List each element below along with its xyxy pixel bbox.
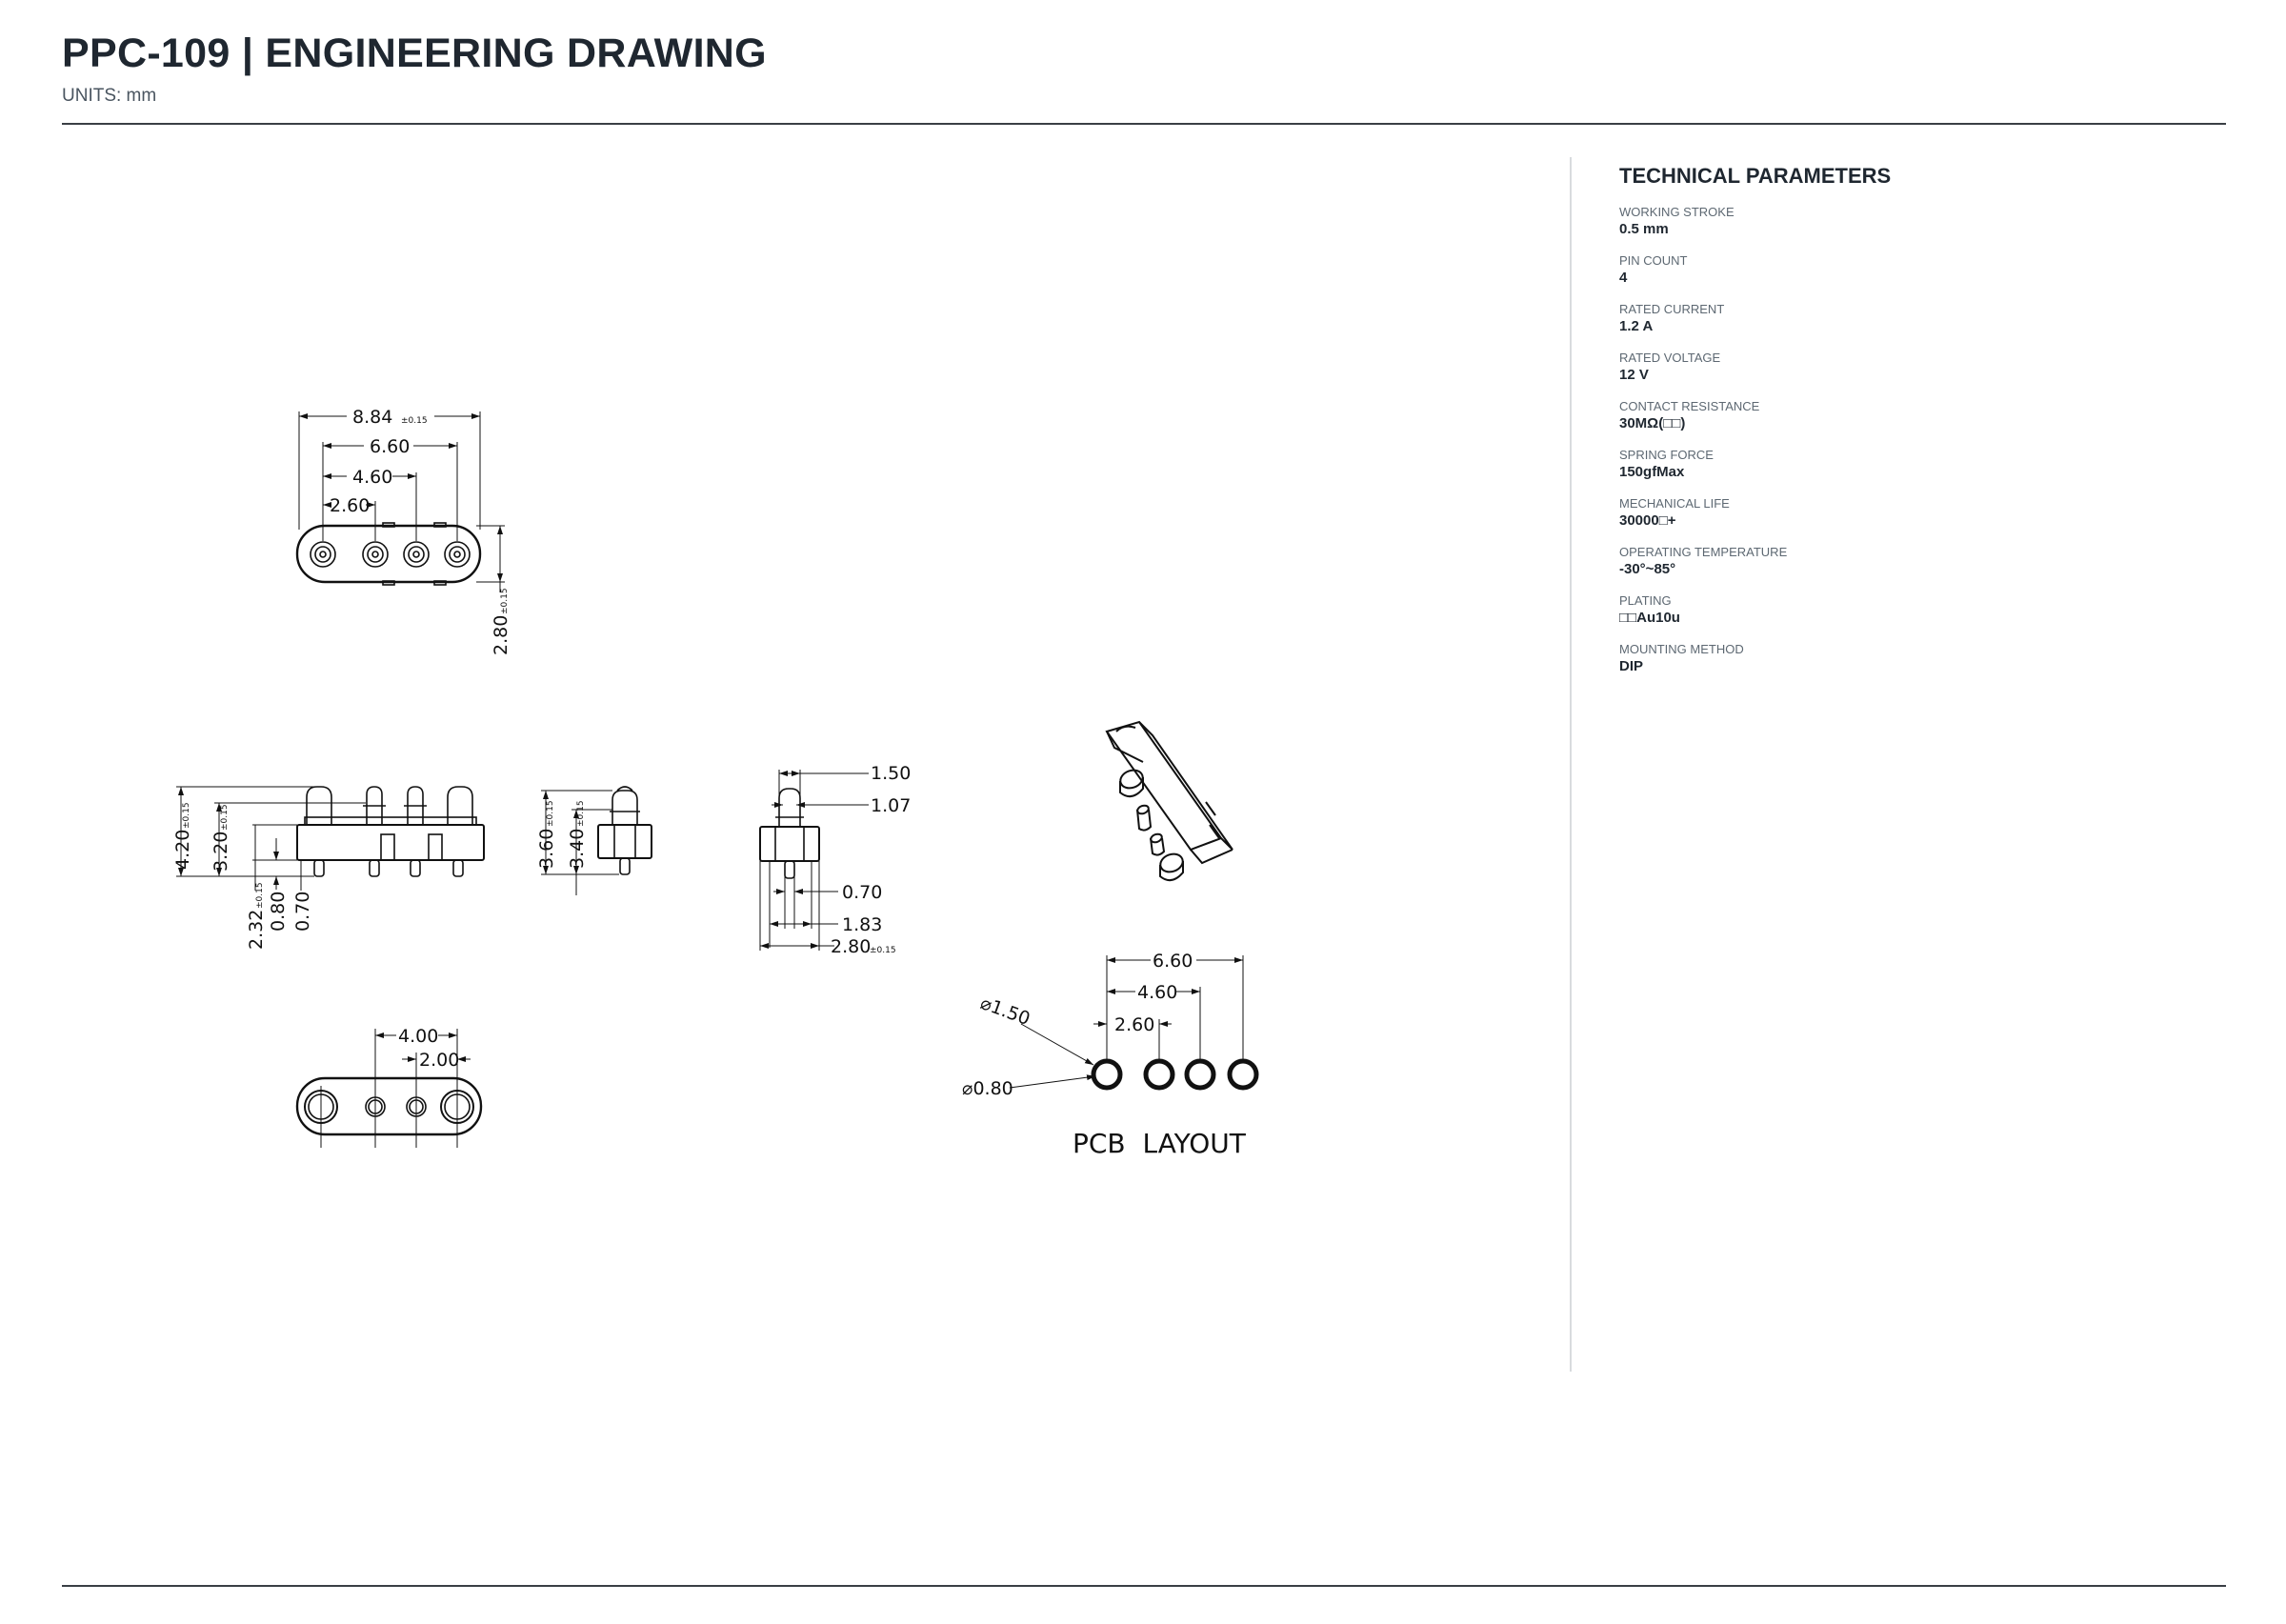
param-label: RATED CURRENT xyxy=(1619,302,1725,316)
panel-divider xyxy=(1570,157,1572,1372)
dim-pcb-660: 6.60 xyxy=(1153,951,1193,972)
tol-front-232: ±0.15 xyxy=(255,882,265,909)
param-label: RATED VOLTAGE xyxy=(1619,351,1721,365)
param-mounting-method xyxy=(1619,641,2191,675)
dim-top-660: 6.60 xyxy=(370,436,411,457)
tol-top-280: ±0.15 xyxy=(500,588,510,614)
dim-side-340: 3.40 xyxy=(567,828,588,869)
param-contact-resistance xyxy=(1619,398,2191,432)
param-spring-force xyxy=(1619,447,2191,481)
isometric-view xyxy=(1107,722,1233,880)
param-value: 1.2 A xyxy=(1619,318,1654,334)
dim-pcb-dia-inner: ⌀0.80 xyxy=(962,1078,1013,1099)
pcb-layout-label: PCB LAYOUT xyxy=(1073,1128,1246,1159)
tol-front-420: ±0.15 xyxy=(182,802,191,829)
dim-end-150: 1.50 xyxy=(871,763,912,784)
param-mechanical-life xyxy=(1619,495,2191,530)
dim-bottom-400: 4.00 xyxy=(398,1026,439,1047)
param-label: PIN COUNT xyxy=(1619,253,1688,268)
technical-parameters-panel xyxy=(1619,164,2191,690)
param-label: WORKING STROKE xyxy=(1619,205,1735,219)
param-value: 30000□+ xyxy=(1619,512,1676,529)
side-view xyxy=(541,787,652,895)
tol-side-340: ±0.15 xyxy=(576,800,586,827)
bottom-view xyxy=(297,1029,481,1148)
params-list xyxy=(1619,204,2191,675)
param-value: 4 xyxy=(1619,270,1628,286)
param-value: -30°~85° xyxy=(1619,561,1676,577)
dimension-labels xyxy=(172,407,1247,1159)
param-value: 30MΩ(□□) xyxy=(1619,415,1686,431)
dim-end-280: 2.80 xyxy=(831,936,872,957)
param-value: □□Au10u xyxy=(1619,610,1680,626)
dim-pcb-460: 4.60 xyxy=(1137,982,1178,1003)
param-label: OPERATING TEMPERATURE xyxy=(1619,545,1788,559)
param-value: DIP xyxy=(1619,658,1644,674)
param-label: MOUNTING METHOD xyxy=(1619,642,1744,656)
dim-pcb-dia-outer: ⌀1.50 xyxy=(977,992,1033,1031)
param-working-stroke xyxy=(1619,204,2191,238)
dim-front-320: 3.20 xyxy=(211,831,231,872)
param-label: SPRING FORCE xyxy=(1619,448,1714,462)
params-heading: TECHNICAL PARAMETERS xyxy=(1619,164,1892,188)
tol-top-884: ±0.15 xyxy=(401,416,428,426)
tol-front-320: ±0.15 xyxy=(220,804,230,831)
dim-front-232: 2.32 xyxy=(246,909,267,950)
dim-front-080: 0.80 xyxy=(268,891,289,932)
page-title: PPC-109 | ENGINEERING DRAWING xyxy=(62,30,767,76)
dim-bottom-200: 2.00 xyxy=(419,1050,460,1071)
param-label: MECHANICAL LIFE xyxy=(1619,496,1730,511)
param-value: 12 V xyxy=(1619,367,1649,383)
dim-top-260: 2.60 xyxy=(330,495,371,516)
dim-end-070: 0.70 xyxy=(842,882,883,903)
param-value: 150gfMax xyxy=(1619,464,1685,480)
param-value: 0.5 mm xyxy=(1619,221,1669,237)
dim-side-360: 3.60 xyxy=(536,828,557,869)
dim-front-420: 4.20 xyxy=(172,829,193,870)
dim-front-070: 0.70 xyxy=(292,891,313,932)
tol-side-360: ±0.15 xyxy=(546,800,555,827)
param-pin-count xyxy=(1619,252,2191,287)
dim-pcb-260: 2.60 xyxy=(1114,1014,1155,1035)
dim-end-107: 1.07 xyxy=(871,795,912,816)
param-label: PLATING xyxy=(1619,593,1672,608)
dim-top-280: 2.80 xyxy=(491,614,511,655)
param-label: CONTACT RESISTANCE xyxy=(1619,399,1760,413)
units-label: UNITS: mm xyxy=(62,86,157,106)
dim-end-183: 1.83 xyxy=(842,914,883,935)
tol-end-280: ±0.15 xyxy=(870,946,896,955)
param-rated-voltage xyxy=(1619,350,2191,384)
footer-rule xyxy=(62,1585,2226,1587)
param-operating-temperature xyxy=(1619,544,2191,578)
param-rated-current xyxy=(1619,301,2191,335)
dim-top-884: 8.84 xyxy=(352,407,393,428)
dim-top-460: 4.60 xyxy=(352,467,393,488)
param-plating xyxy=(1619,592,2191,627)
